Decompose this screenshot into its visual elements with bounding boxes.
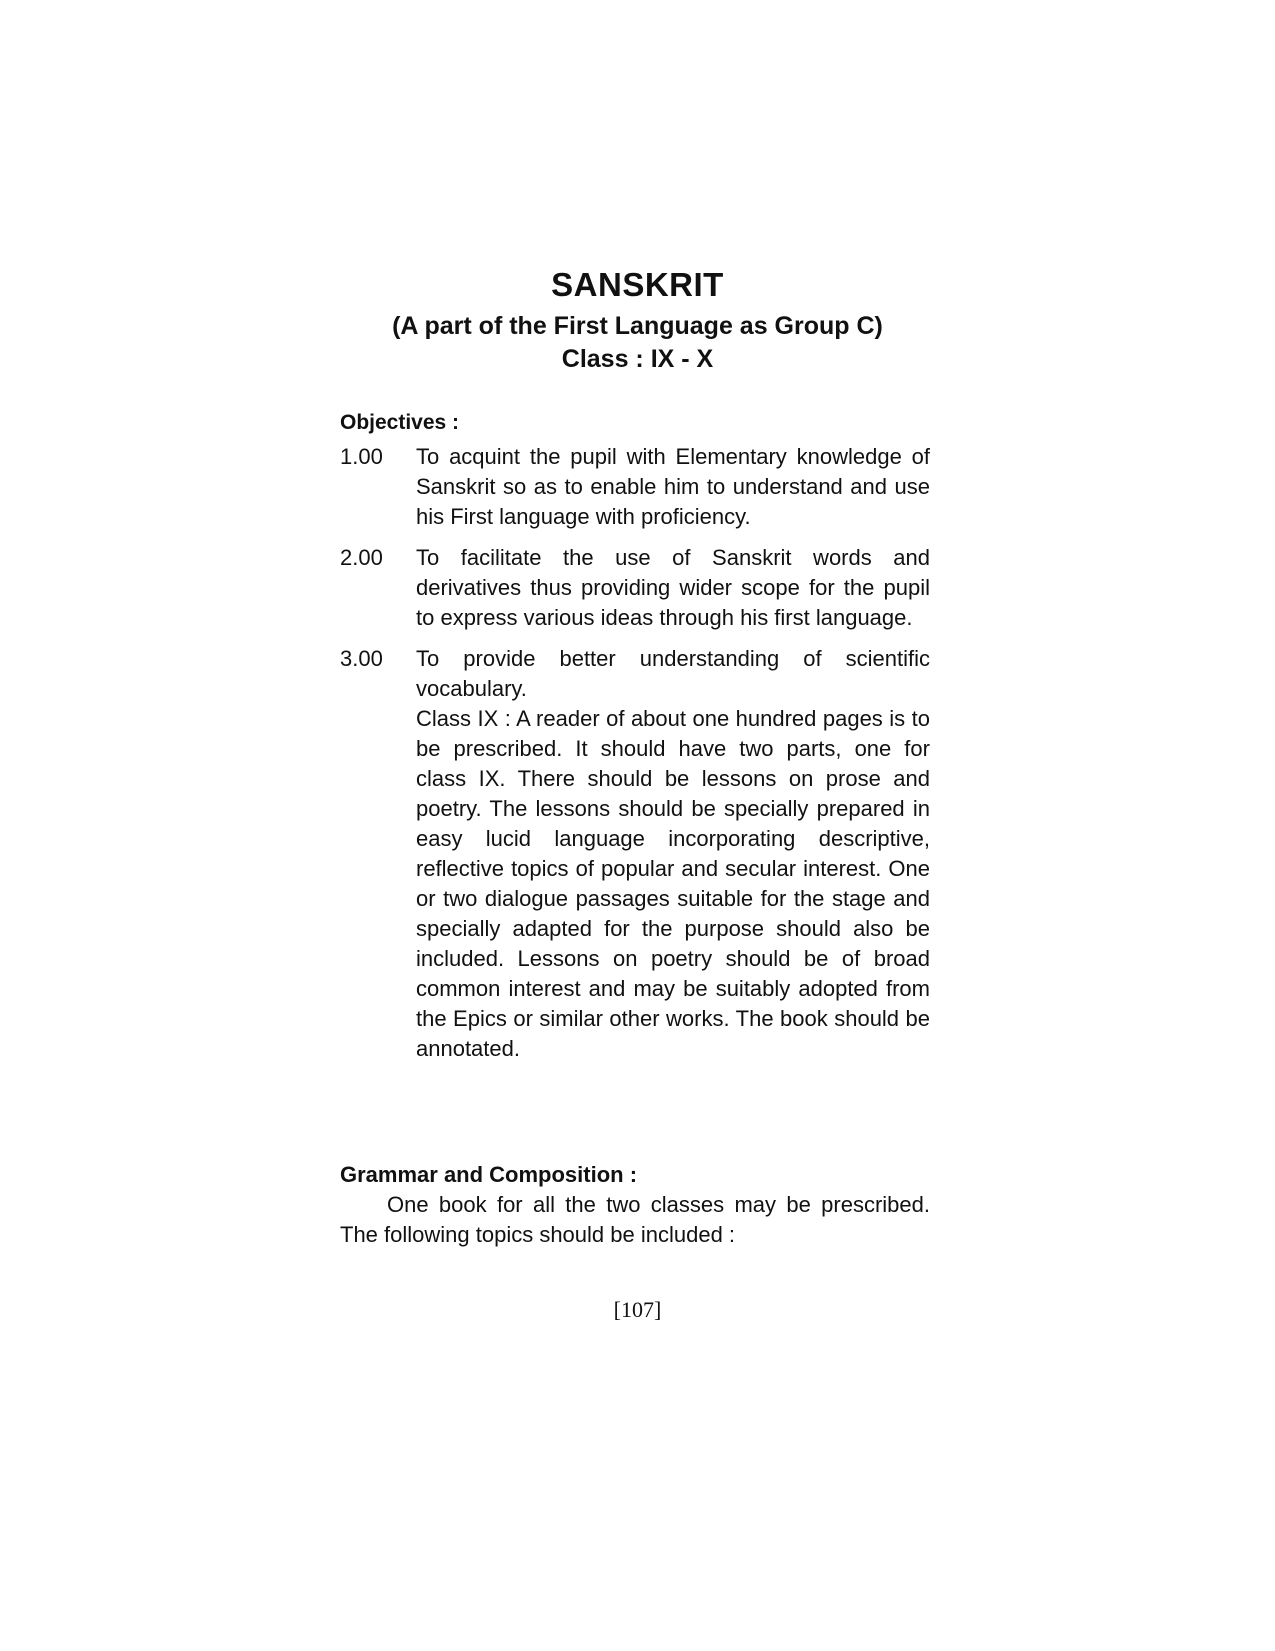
objective-number: 2.00	[340, 545, 383, 570]
objective-text: To facilitate the use of Sanskrit words and derivatives thus providing wider scope for the pupil to express various ideas through his first language.	[416, 545, 930, 630]
objectives-section	[340, 408, 930, 1064]
grammar-paragraph: One book for all the two classes may be prescribed. The following topics should be included :	[340, 1192, 930, 1247]
objective-item-2	[340, 543, 930, 633]
grammar-section	[340, 1160, 930, 1250]
objectives-heading: Objectives :	[340, 411, 460, 434]
objective-item-1	[340, 442, 930, 532]
objective-text: To acquint the pupil with Elementary knowledge of Sanskrit so as to enable him to understand and use his First language with proficiency.	[416, 444, 930, 529]
class-ix-paragraph: Class IX : A reader of about one hundred pages is to be prescribed. It should have two parts, one for class IX. There should be lessons on prose and poetry. The lessons should be specially prepared in easy lucid language incorporating descriptive, reflective topics of popular and secular interest. One or two dialogue passages suitable for the stage and specially adapted for the purpose should also be included. Lessons on poetry should be of broad common interest and may be suitably adopted from the Epics or similar other works. The book should be annotated.	[416, 706, 930, 1061]
page-title: SANSKRIT	[551, 266, 724, 303]
page-number: [107]	[613, 1297, 662, 1322]
objective-number: 1.00	[340, 444, 383, 469]
objective-item-3	[340, 644, 930, 704]
objective-number: 3.00	[340, 646, 383, 671]
page-subtitle: (A part of the First Language as Group C)	[392, 312, 883, 340]
class-line: Class : IX - X	[561, 345, 714, 373]
objective-text: To provide better understanding of scientific vocabulary.	[416, 646, 930, 701]
grammar-heading: Grammar and Composition :	[340, 1162, 638, 1187]
